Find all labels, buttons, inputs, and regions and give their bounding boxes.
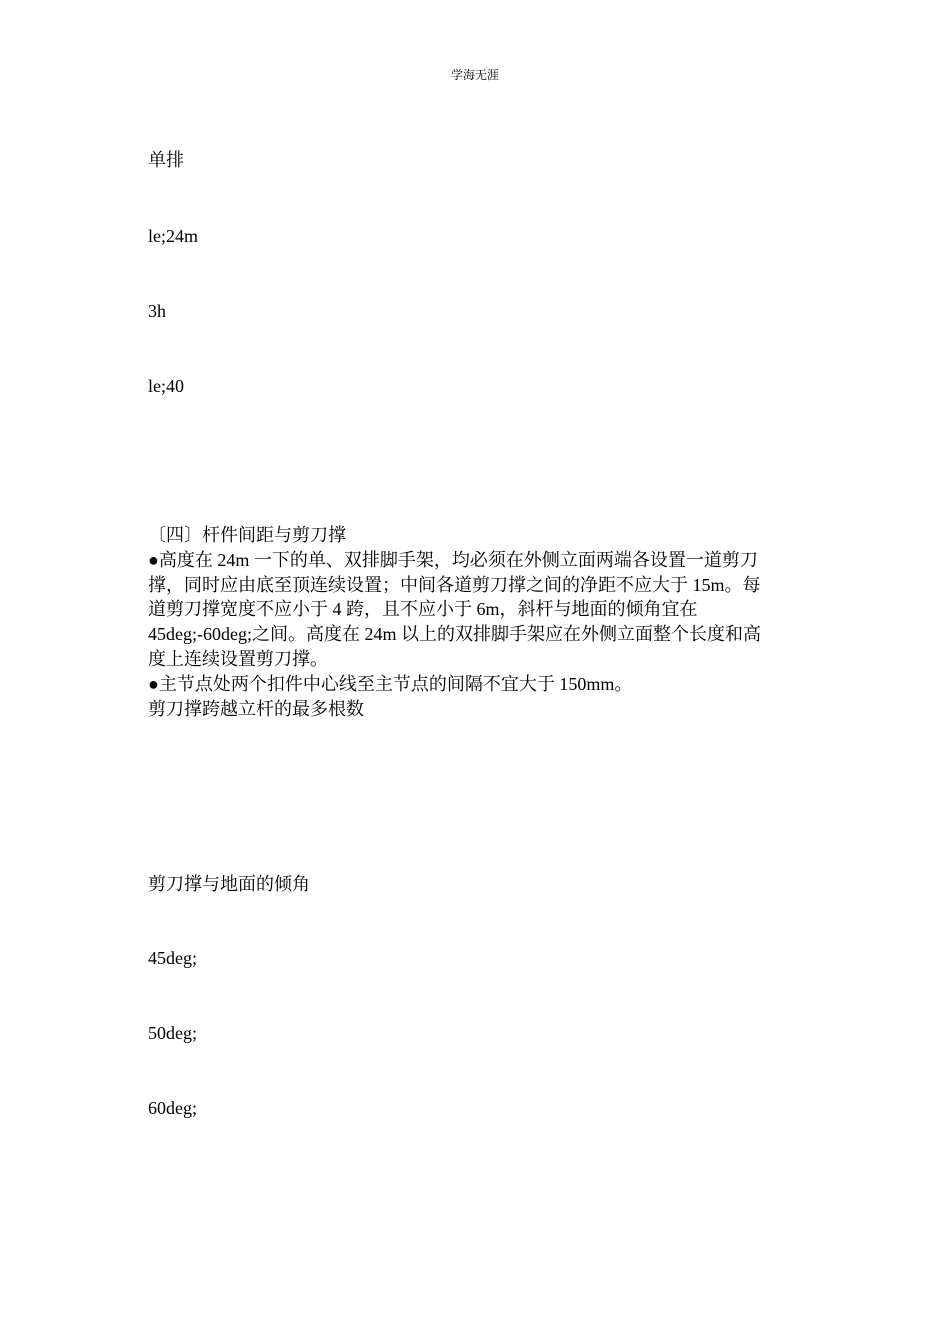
table-title: 剪刀撑跨越立杆的最多根数	[148, 698, 364, 719]
bullet-1-line-5: 度上连续设置剪刀撑。	[148, 648, 328, 669]
bullet-1-line-4: 45deg;-60deg;之间。高度在 24m 以上的双排脚手架应在外侧立面整个长度和高	[148, 624, 761, 645]
table-cell-height-limit: le;24m	[148, 226, 198, 246]
table-cell-le40: le;40	[148, 376, 184, 396]
table-cell-60deg: 60deg;	[148, 1098, 197, 1118]
table-cell-single-row: 单排	[148, 150, 184, 170]
section-body	[148, 523, 808, 721]
bullet-1-line-3: 道剪刀撑宽度不应小于 4 跨，且不应小于 6m，斜杆与地面的倾角宜在	[148, 599, 698, 620]
table-cell-45deg: 45deg;	[148, 948, 197, 968]
bullet-1-line-1: ●高度在 24m 一下的单、双排脚手架，均必须在外侧立面两端各设置一道剪刀	[148, 549, 758, 570]
table-cell-50deg: 50deg;	[148, 1023, 197, 1043]
bullet-2: ●主节点处两个扣件中心线至主节点的间隔不宜大于 150mm。	[148, 673, 633, 694]
table-cell-3h: 3h	[148, 301, 166, 321]
section-heading: 〔四〕杆件间距与剪刀撑	[148, 525, 346, 545]
table-cell-angle-label: 剪刀撑与地面的倾角	[148, 874, 310, 894]
bullet-1-line-2: 撑，同时应由底至顶连续设置；中间各道剪刀撑之间的净距不应大于 15m。每	[148, 574, 761, 595]
page-header: 学海无涯	[450, 68, 499, 82]
